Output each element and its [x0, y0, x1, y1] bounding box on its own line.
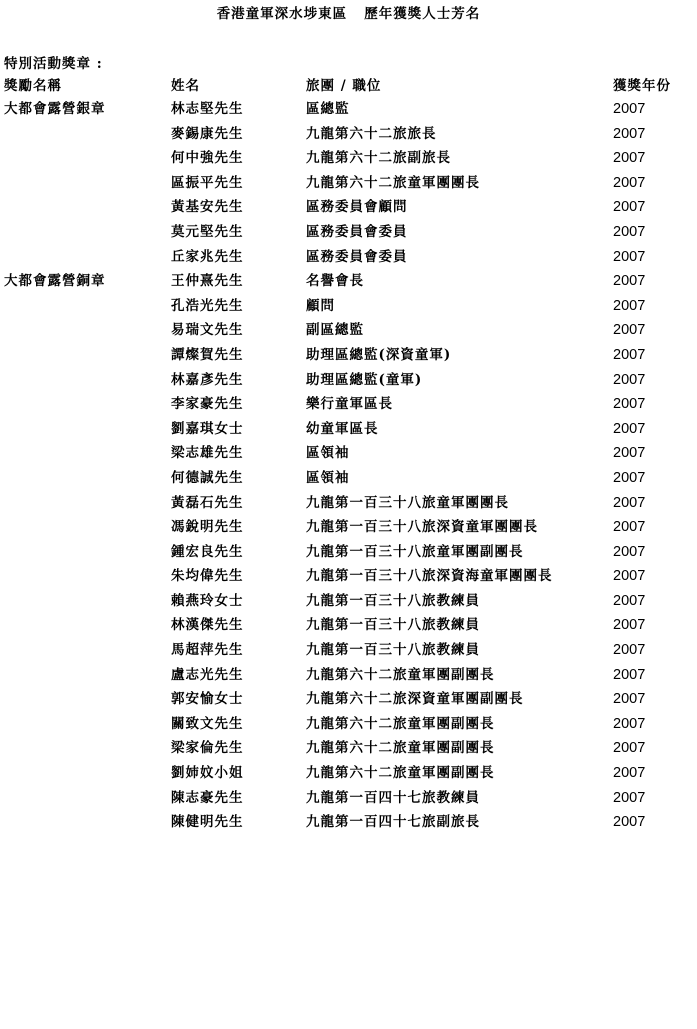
- year-cell: 2007: [613, 248, 646, 265]
- name-cell: 易瑞文先生: [171, 322, 244, 339]
- year-cell: 2007: [613, 740, 646, 757]
- year-cell: 2007: [613, 445, 646, 462]
- role-cell: 九龍第六十二旅副旅長: [306, 150, 451, 167]
- year-cell: 2007: [613, 420, 646, 437]
- role-cell: 九龍第一百四十七旅教練員: [306, 789, 480, 806]
- year-cell: 2007: [613, 174, 646, 191]
- award-cell: 大都會露營銅章: [4, 273, 106, 290]
- name-cell: 盧志光先生: [171, 666, 244, 683]
- role-cell: 區總監: [306, 101, 350, 117]
- year-cell: 2007: [613, 666, 646, 683]
- role-cell: 九龍第六十二旅童軍團團長: [306, 174, 480, 191]
- table-row: [0, 345, 697, 370]
- role-cell: 九龍第一百三十八旅童軍團團長: [306, 494, 509, 511]
- role-cell: 九龍第一百三十八旅教練員: [306, 617, 480, 634]
- table-row: [0, 591, 697, 616]
- table-header: [0, 76, 697, 96]
- role-cell: 顧問: [306, 297, 335, 314]
- role-cell: 助理區總監(深資童軍): [306, 346, 452, 363]
- name-cell: 梁家倫先生: [171, 740, 244, 757]
- table-row: [0, 296, 697, 321]
- table-row: [0, 615, 697, 640]
- table-row: [0, 738, 697, 763]
- name-cell: 區振平先生: [171, 174, 244, 191]
- name-cell: 孔浩光先生: [171, 297, 244, 314]
- page-title: 香港童軍深水埗東區 歷年獲獎人士芳名: [216, 6, 481, 22]
- role-cell: 區領袖: [306, 469, 350, 486]
- table-body: [0, 99, 697, 837]
- year-cell: 2007: [613, 371, 646, 388]
- name-cell: 黃磊石先生: [171, 494, 244, 511]
- role-cell: 九龍第一百三十八旅童軍團副團長: [306, 543, 524, 560]
- name-cell: 林嘉彥先生: [171, 371, 244, 388]
- table-row: [0, 419, 697, 444]
- role-cell: 九龍第一百三十八旅深資童軍團團長: [306, 519, 538, 536]
- year-cell: 2007: [613, 150, 646, 167]
- name-cell: 丘家兆先生: [171, 248, 244, 265]
- year-cell: 2007: [613, 568, 646, 585]
- table-row: [0, 566, 697, 591]
- year-cell: 2007: [613, 346, 646, 363]
- table-row: [0, 394, 697, 419]
- table-row: [0, 370, 697, 395]
- table-row: [0, 443, 697, 468]
- name-cell: 莫元堅先生: [171, 223, 244, 240]
- table-row: [0, 714, 697, 739]
- table-row: [0, 763, 697, 788]
- name-cell: 朱均偉先生: [171, 568, 244, 585]
- role-cell: 幼童軍區長: [306, 420, 379, 437]
- table-row: [0, 124, 697, 149]
- header-year: 獲獎年份: [613, 78, 671, 94]
- role-cell: 區領袖: [306, 445, 350, 462]
- year-cell: 2007: [613, 814, 646, 831]
- year-cell: 2007: [613, 592, 646, 609]
- year-cell: 2007: [613, 494, 646, 511]
- role-cell: 九龍第一百四十七旅副旅長: [306, 814, 480, 831]
- year-cell: 2007: [613, 125, 646, 142]
- name-cell: 何德誠先生: [171, 469, 244, 486]
- year-cell: 2007: [613, 642, 646, 659]
- role-cell: 九龍第一百三十八旅教練員: [306, 592, 480, 609]
- name-cell: 馮銳明先生: [171, 519, 244, 536]
- table-row: [0, 665, 697, 690]
- name-cell: 陳健明先生: [171, 814, 244, 831]
- table-row: [0, 468, 697, 493]
- header-name: 姓名: [171, 78, 200, 94]
- role-cell: 樂行童軍區長: [306, 396, 393, 413]
- table-row: [0, 640, 697, 665]
- role-cell: 九龍第六十二旅童軍團副團長: [306, 740, 495, 757]
- role-cell: 九龍第六十二旅童軍團副團長: [306, 765, 495, 782]
- year-cell: 2007: [613, 519, 646, 536]
- role-cell: 區務委員會委員: [306, 223, 408, 240]
- section-heading: 特別活動獎章 :: [4, 56, 103, 72]
- table-row: [0, 517, 697, 542]
- role-cell: 九龍第一百三十八旅教練員: [306, 642, 480, 659]
- name-cell: 林漢傑先生: [171, 617, 244, 634]
- role-cell: 九龍第六十二旅童軍團副團長: [306, 715, 495, 732]
- role-cell: 助理區總監(童軍): [306, 371, 423, 388]
- role-cell: 名譽會長: [306, 273, 364, 290]
- name-cell: 李家豪先生: [171, 396, 244, 413]
- year-cell: 2007: [613, 617, 646, 634]
- role-cell: 九龍第六十二旅深資童軍團副團長: [306, 691, 524, 708]
- role-cell: 區務委員會委員: [306, 248, 408, 265]
- table-row: [0, 788, 697, 813]
- year-cell: 2007: [613, 765, 646, 782]
- table-row: [0, 173, 697, 198]
- year-cell: 2007: [613, 543, 646, 560]
- table-row: [0, 812, 697, 837]
- year-cell: 2007: [613, 789, 646, 806]
- year-cell: 2007: [613, 396, 646, 413]
- table-row: [0, 247, 697, 272]
- name-cell: 劉姉妏小姐: [171, 765, 244, 782]
- table-row: [0, 689, 697, 714]
- award-cell: 大都會露營銀章: [4, 101, 106, 117]
- name-cell: 劉嘉琪女士: [171, 420, 244, 437]
- name-cell: 梁志雄先生: [171, 445, 244, 462]
- year-cell: 2007: [613, 273, 646, 290]
- name-cell: 黃基安先生: [171, 199, 244, 216]
- year-cell: 2007: [613, 101, 646, 117]
- table-row: [0, 99, 697, 124]
- name-cell: 賴燕玲女士: [171, 592, 244, 609]
- name-cell: 林志堅先生: [171, 101, 244, 117]
- year-cell: 2007: [613, 322, 646, 339]
- name-cell: 馬超萍先生: [171, 642, 244, 659]
- year-cell: 2007: [613, 199, 646, 216]
- role-cell: 九龍第六十二旅童軍團副團長: [306, 666, 495, 683]
- role-cell: 九龍第一百三十八旅深資海童軍團團長: [306, 568, 553, 585]
- table-row: [0, 222, 697, 247]
- role-cell: 區務委員會顧問: [306, 199, 408, 216]
- header-role: 旅團 / 職位: [306, 78, 382, 94]
- name-cell: 麥錫康先生: [171, 125, 244, 142]
- table-row: [0, 197, 697, 222]
- header-award: 獎勵名稱: [4, 78, 62, 94]
- year-cell: 2007: [613, 715, 646, 732]
- year-cell: 2007: [613, 469, 646, 486]
- name-cell: 陳志豪先生: [171, 789, 244, 806]
- name-cell: 關致文先生: [171, 715, 244, 732]
- table-row: [0, 493, 697, 518]
- year-cell: 2007: [613, 223, 646, 240]
- year-cell: 2007: [613, 297, 646, 314]
- name-cell: 何中強先生: [171, 150, 244, 167]
- name-cell: 郭安愉女士: [171, 691, 244, 708]
- table-row: [0, 271, 697, 296]
- name-cell: 鍾宏良先生: [171, 543, 244, 560]
- role-cell: 九龍第六十二旅旅長: [306, 125, 437, 142]
- name-cell: 王仲熹先生: [171, 273, 244, 290]
- table-row: [0, 542, 697, 567]
- year-cell: 2007: [613, 691, 646, 708]
- role-cell: 副區總監: [306, 322, 364, 339]
- table-row: [0, 148, 697, 173]
- name-cell: 譚燦賀先生: [171, 346, 244, 363]
- table-row: [0, 320, 697, 345]
